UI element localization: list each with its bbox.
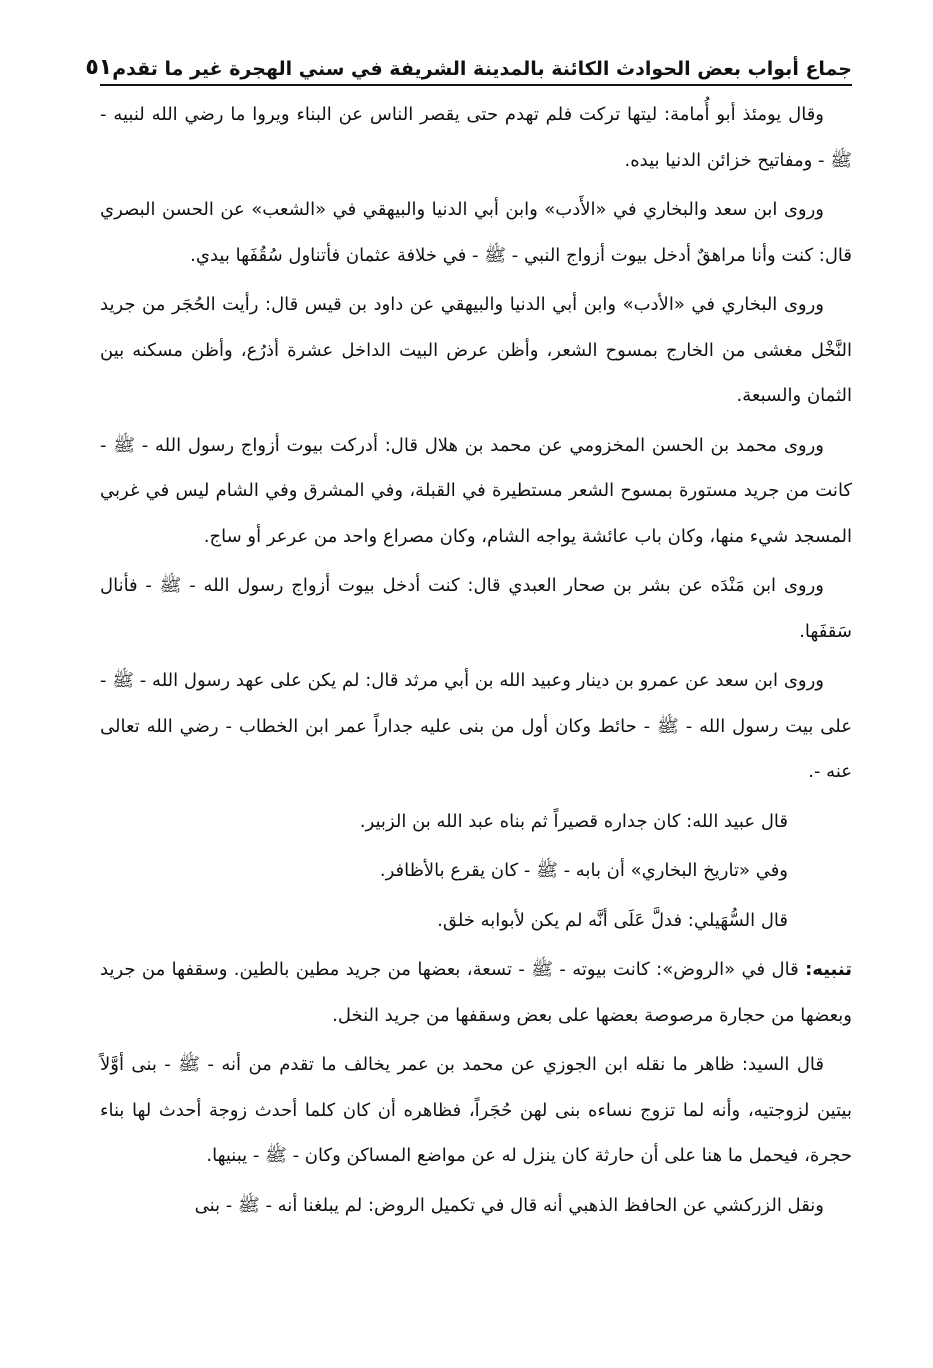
paragraph-muhammad-ibn-hilal: وروى محمد بن الحسن المخزومي عن محمد بن هلال قال: أدركت بيوت أزواج رسول الله - ﷺ - كانت من جريد مستورة بمسوح الشعر مستطيرة في القبلة، وفي المشرق وفي الشام ليس في غربي المسجد شيء منها، وكان باب عائشة يواجه الشام، وكان مصراع واحد من عرعر أو ساج.: [100, 434, 852, 547]
quote-suhayli: قال السُّهَيلي: فدلَّ عَلَى أنَّه لم يكن لأبوابه خلق.: [437, 909, 788, 931]
note-text: قال في «الروض»: كانت بيوته - ﷺ - تسعة، بعضها من جريد مطين بالطين. وسقفها من جريد وبعضها من حجارة مرصوصة بعضها على بعض وسقفها من جريد النخل.: [100, 959, 852, 1026]
paragraph-hasan-basri: وروى ابن سعد والبخاري في «الأَدب» وابن أبي الدنيا والبيهقي في «الشعب» عن الحسن البصري قال: كنت وأنا مراهقٌ أدخل بيوت أزواج النبي - ﷺ - في خلافة عثمان فأتناول سُقُفَها بيدي.: [100, 199, 852, 266]
paragraph-zarkashi: ونقل الزركشي عن الحافظ الذهبي أنه قال في تكميل الروض: لم يبلغنا أنه - ﷺ - بنى: [194, 1194, 824, 1216]
note-label: تنبيه:: [805, 959, 852, 980]
running-header: [85, 40, 852, 86]
paragraph-abu-umama: وقال يومئذ أبو أُمامة: ليتها تركت فلم تهدم حتى يقصر الناس عن البناء ويروا ما رضي الله لنبيه - ﷺ - ومفاتيح خزائن الدنيا بيده.: [100, 104, 852, 171]
book-page: [85, 40, 852, 1232]
page-body: [100, 92, 852, 1228]
note-paragraph: [100, 947, 852, 1038]
paragraph-ibn-saad: وروى ابن سعد عن عمرو بن دينار وعبيد الله بن أبي مرثد قال: لم يكن على عهد رسول الله - ﷺ - على بيت رسول الله - ﷺ - حائط وكان أول من بنى عليه جداراً عمر ابن الخطاب - رضي الله تعالى عنه -.: [100, 670, 852, 782]
paragraph-al-sayyid: قال السيد: ظاهر ما نقله ابن الجوزي عن محمد بن عمر يخالف ما تقدم من أنه - ﷺ - بنى أوَّلاً بيتين لزوجتيه، وأنه لما تزوج نساءه بنى لهن حُجَراً، فظاهره أن كان كلما أحدث زوجة أحدث لها بناء حجرة، فيحمل ما هنا على أن حارثة كان ينزل له عن مواضع المساكن وكان - ﷺ - يبنيها.: [100, 1054, 852, 1166]
quote-tarikh-bukhari: وفي «تاريخ البخاري» أن بابه - ﷺ - كان يقرع بالأظافر.: [379, 860, 788, 881]
paragraph-dawud-ibn-qays: وروى البخاري في «الأدب» وابن أبي الدنيا والبيهقي عن داود بن قيس قال: رأيت الحُجَر من جريد النَّخْل مغشى من الخارج بمسوح الشعر، وأظن عرض البيت الداخل عشرة أذرُع، وأظن مسكنه بين الثمان والسبعة.: [100, 294, 852, 406]
paragraph-ibn-mandah: وروى ابن مَنْدَه عن بشر بن صحار العبدي قال: كنت أدخل بيوت أزواج رسول الله - ﷺ - فأنال سَقفَها.: [100, 575, 852, 642]
quote-ubayd-allah: قال عبيد الله: كان جداره قصيراً ثم بناه عبد الله بن الزبير.: [359, 810, 788, 832]
page-number: ٥١: [85, 55, 113, 80]
header-title: جماع أبواب بعض الحوادث الكائنة بالمدينة الشريفة في سني الهجرة غير ما تقدم: [112, 58, 852, 80]
